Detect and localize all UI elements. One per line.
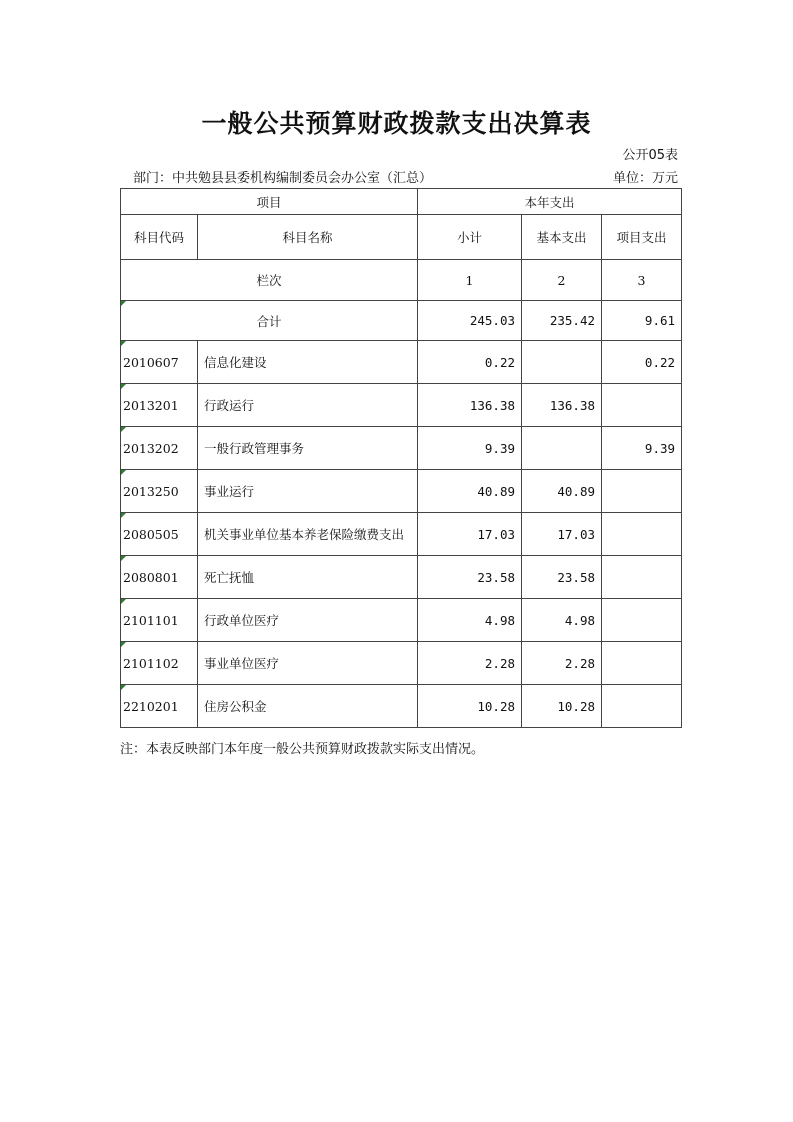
row-code [121, 384, 198, 427]
row-code [121, 599, 198, 642]
row-basic: 17.03 [522, 513, 602, 556]
row-basic: 136.38 [522, 384, 602, 427]
department-label: 部门：中共勉县县委机构编制委员会办公室（汇总） [133, 171, 433, 186]
column-order-row [121, 260, 682, 301]
row-project [602, 384, 682, 427]
row-code [121, 470, 198, 513]
row-subtotal: 136.38 [418, 384, 522, 427]
row-code [121, 513, 198, 556]
row-name: 机关事业单位基本养老保险缴费支出 [198, 513, 418, 556]
header-row-2 [121, 215, 682, 260]
cell-marker-icon [121, 301, 126, 306]
total-label [121, 301, 418, 341]
row-basic [522, 341, 602, 384]
row-project [602, 513, 682, 556]
row-project [602, 599, 682, 642]
row-code-text: 2013201 [123, 397, 179, 413]
row-code-text: 2010607 [123, 354, 179, 370]
row-code [121, 427, 198, 470]
total-row [121, 301, 682, 341]
header-basic: 基本支出 [522, 215, 602, 260]
row-code-text: 2013202 [123, 440, 179, 456]
row-name: 死亡抚恤 [198, 556, 418, 599]
row-basic: 2.28 [522, 642, 602, 685]
row-code-text: 2013250 [123, 483, 179, 499]
row-basic: 10.28 [522, 685, 602, 728]
cell-marker-icon [121, 513, 126, 518]
row-subtotal: 23.58 [418, 556, 522, 599]
row-subtotal: 40.89 [418, 470, 522, 513]
row-basic [522, 427, 602, 470]
header-code: 科目代码 [121, 215, 198, 260]
row-project [602, 470, 682, 513]
header-current-year: 本年支出 [418, 189, 682, 215]
row-code-text: 2210201 [123, 698, 179, 714]
row-basic: 4.98 [522, 599, 602, 642]
row-project: 9.39 [602, 427, 682, 470]
row-subtotal: 2.28 [418, 642, 522, 685]
expenditure-table [120, 188, 682, 728]
row-code-text: 2101101 [123, 612, 179, 628]
row-name: 行政运行 [198, 384, 418, 427]
cell-marker-icon [121, 642, 126, 647]
row-project [602, 556, 682, 599]
column-number-3: 3 [602, 260, 682, 301]
row-project [602, 685, 682, 728]
header-project: 项目支出 [602, 215, 682, 260]
table-row [121, 642, 682, 685]
total-label-text: 合计 [256, 313, 282, 329]
row-subtotal: 4.98 [418, 599, 522, 642]
header-row-1 [121, 189, 682, 215]
table-row [121, 341, 682, 384]
row-code-text: 2080801 [123, 569, 179, 585]
cell-marker-icon [121, 685, 126, 690]
row-subtotal: 9.39 [418, 427, 522, 470]
table-row [121, 427, 682, 470]
table-row [121, 685, 682, 728]
row-project: 0.22 [602, 341, 682, 384]
cell-marker-icon [121, 556, 126, 561]
row-code [121, 642, 198, 685]
row-code-text: 2101102 [123, 655, 179, 671]
row-basic: 40.89 [522, 470, 602, 513]
total-basic: 235.42 [522, 301, 602, 341]
cell-marker-icon [121, 599, 126, 604]
total-project: 9.61 [602, 301, 682, 341]
cell-marker-icon [121, 384, 126, 389]
table-row [121, 556, 682, 599]
page-title: 一般公共预算财政拨款支出决算表 [201, 109, 592, 138]
column-number-2: 2 [522, 260, 602, 301]
row-code [121, 556, 198, 599]
row-code-text: 2080505 [123, 526, 179, 542]
cell-marker-icon [121, 427, 126, 432]
cell-marker-icon [121, 341, 126, 346]
unit-label: 单位：万元 [612, 171, 678, 186]
table-row [121, 599, 682, 642]
row-subtotal: 17.03 [418, 513, 522, 556]
row-name: 事业单位医疗 [198, 642, 418, 685]
row-project [602, 642, 682, 685]
header-subtotal: 小计 [418, 215, 522, 260]
cell-marker-icon [121, 470, 126, 475]
row-name: 一般行政管理事务 [198, 427, 418, 470]
form-number: 公开05表 [622, 148, 678, 163]
table-row [121, 384, 682, 427]
row-code [121, 685, 198, 728]
row-code [121, 341, 198, 384]
column-number-1: 1 [418, 260, 522, 301]
row-basic: 23.58 [522, 556, 602, 599]
row-name: 行政单位医疗 [198, 599, 418, 642]
row-name: 事业运行 [198, 470, 418, 513]
table-row [121, 470, 682, 513]
total-subtotal: 245.03 [418, 301, 522, 341]
table-row [121, 513, 682, 556]
row-name: 住房公积金 [198, 685, 418, 728]
table-body [121, 189, 682, 728]
footnote: 注：本表反映部门本年度一般公共预算财政拨款实际支出情况。 [120, 742, 485, 757]
row-subtotal: 0.22 [418, 341, 522, 384]
row-subtotal: 10.28 [418, 685, 522, 728]
header-name: 科目名称 [198, 215, 418, 260]
header-item: 项目 [121, 189, 418, 215]
column-order-label: 栏次 [121, 260, 418, 301]
row-name: 信息化建设 [198, 341, 418, 384]
